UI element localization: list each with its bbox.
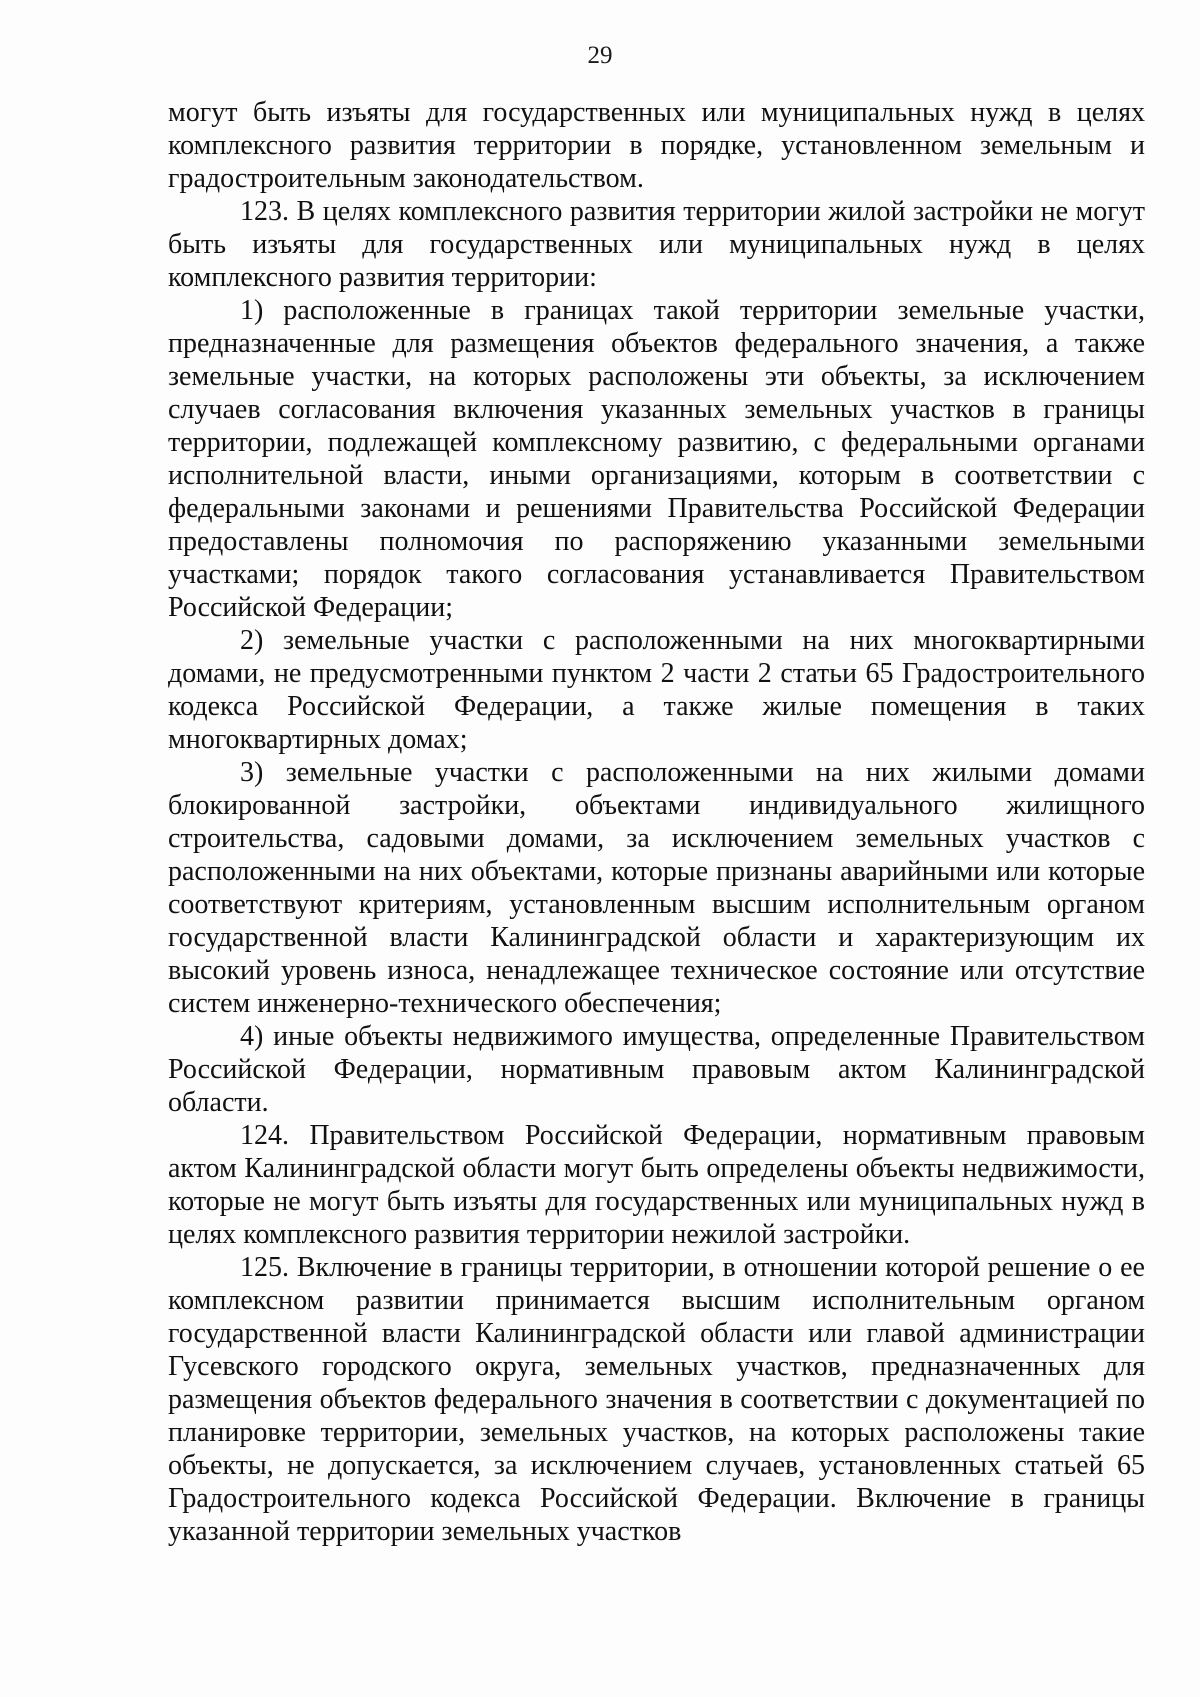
paragraph-item-2: 2) земельные участки с расположенными на них многоквартирными домами, не предусмотренными пунктом 2 части 2 статьи 65 Градостроительного кодекса Российской Федерации, а также жилые помещения в таких многоквартирных домах; bbox=[168, 625, 1145, 755]
paragraph-clause-125: 125. Включение в границы территории, в отношении которой решение о ее комплексном развитии принимается высшим исполнительным органом государственной власти Калининградской области или главой администрации Гусевского городского округа, земельных участков, предназначенных для размещения объектов федерального значения в соответствии с документацией по планировке территории, земельных участков, на которых расположены такие объекты, не допускается, за исключением случаев, установленных статьей 65 Градостроительного кодекса Российской Федерации. Включение в границы указанной территории земельных участков bbox=[168, 1252, 1145, 1547]
paragraph-item-4: 4) иные объекты недвижимого имущества, определенные Правительством Российской Федерации, нормативным правовым актом Калининградской области. bbox=[168, 1021, 1145, 1118]
paragraph-item-1: 1) расположенные в границах такой территории земельные участки, предназначенные для размещения объектов федерального значения, а также земельные участки, на которых расположены эти объекты, за исключением случаев согласования включения указанных земельных участков в границы территории, подлежащей комплексному развитию, с федеральными органами исполнительной власти, иными организациями, которым в соответствии с федеральными законами и решениями Правительства Российской Федерации предоставлены полномочия по распоряжению указанными земельными участками; порядок такого согласования устанавливается Правительством Российской Федерации; bbox=[168, 295, 1145, 623]
page-number: 29 bbox=[587, 42, 613, 69]
paragraph-clause-124: 124. Правительством Российской Федерации, нормативным правовым актом Калининградской области могут быть определены объекты недвижимости, которые не могут быть изъяты для государственных или муниципальных нужд в целях комплексного развития территории нежилой застройки. bbox=[168, 1120, 1145, 1250]
document-body bbox=[168, 96, 1145, 1548]
paragraph-clause-123: 123. В целях комплексного развития территории жилой застройки не могут быть изъяты для государственных или муниципальных нужд в целях комплексного развития территории: bbox=[168, 196, 1145, 293]
paragraph-continuation: могут быть изъяты для государственных или муниципальных нужд в целях комплексного развития территории в порядке, установленном земельным и градостроительным законодательством. bbox=[168, 97, 1145, 194]
paragraph-item-3: 3) земельные участки с расположенными на них жилыми домами блокированной застройки, объектами индивидуального жилищного строительства, садовыми домами, за исключением земельных участков с расположенными на них объектами, которые признаны аварийными или которые соответствуют критериям, установленным высшим исполнительным органом государственной власти Калининградской области и характеризующим их высокий уровень износа, ненадлежащее техническое состояние или отсутствие систем инженерно-технического обеспечения; bbox=[168, 757, 1145, 1019]
